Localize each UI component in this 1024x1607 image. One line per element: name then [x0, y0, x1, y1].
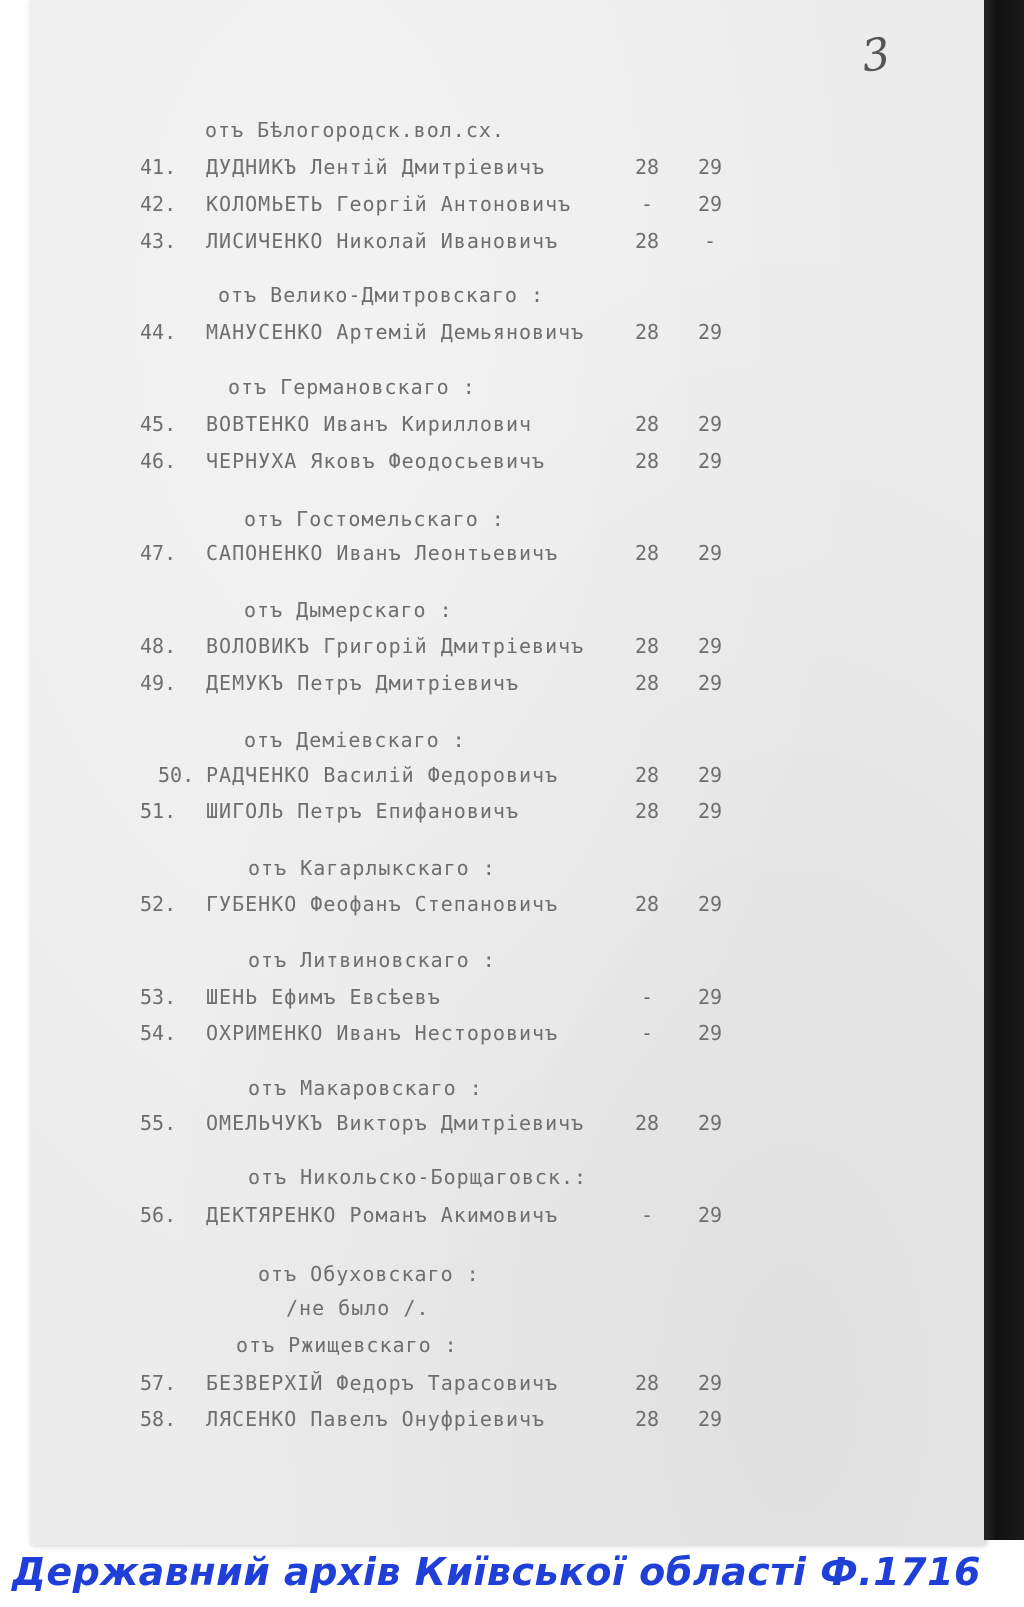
row-number: 55. [140, 1111, 177, 1135]
value-col-2: 29 [697, 634, 723, 658]
section-header: отъ Велико-Дмитровскаго : [218, 283, 545, 307]
person-name: ЧЕРНУХА Яковъ Феодосьевичъ [206, 449, 546, 473]
archive-watermark: Державний архів Київської області Ф.1716 [12, 1550, 981, 1594]
roster-row [0, 1111, 900, 1137]
value-col-1: 28 [634, 1407, 660, 1431]
value-col-2: 29 [697, 541, 723, 565]
roster-row [0, 671, 900, 697]
person-name: ШИГОЛЬ Петръ Епифановичъ [206, 799, 519, 823]
row-number: 43. [140, 229, 177, 253]
value-col-1: - [640, 1203, 654, 1227]
page-number: 3 [858, 28, 894, 83]
value-col-1: 28 [634, 320, 660, 344]
value-col-1: 28 [634, 541, 660, 565]
section-header: отъ Германовскаго : [228, 375, 476, 399]
value-col-1: 28 [634, 1111, 660, 1135]
row-number: 46. [140, 449, 177, 473]
row-number: 47. [140, 541, 177, 565]
row-number: 48. [140, 634, 177, 658]
value-col-2: 29 [697, 892, 723, 916]
value-col-2: 29 [697, 1203, 723, 1227]
value-col-2: 29 [697, 1021, 723, 1045]
section-header: отъ Бѣлогородск.вол.сх. [205, 118, 505, 142]
value-col-1: 28 [634, 671, 660, 695]
row-number: 45. [140, 412, 177, 436]
row-number: 52. [140, 892, 177, 916]
roster-row [0, 541, 900, 567]
value-col-1: 28 [634, 412, 660, 436]
row-number: 41. [140, 155, 177, 179]
value-col-1: 28 [634, 449, 660, 473]
value-col-2: 29 [697, 155, 723, 179]
row-number: 51. [140, 799, 177, 823]
section-header: отъ Кагарлыкскаго : [248, 856, 496, 880]
value-col-1: - [640, 192, 654, 216]
row-number: 53. [140, 985, 177, 1009]
value-col-2: 29 [697, 671, 723, 695]
roster-row [0, 634, 900, 660]
roster-row [0, 763, 900, 789]
value-col-1: 28 [634, 763, 660, 787]
person-name: ДЕКТЯРЕНКО Романъ Акимовичъ [206, 1203, 559, 1227]
roster-row [0, 155, 900, 181]
section-header: отъ Литвиновскаго : [248, 948, 496, 972]
value-col-2: 29 [697, 412, 723, 436]
row-number: 44. [140, 320, 177, 344]
row-number: 56. [140, 1203, 177, 1227]
value-col-2: 29 [697, 192, 723, 216]
roster-row [0, 1371, 900, 1397]
roster-row [0, 1203, 900, 1229]
roster-row [0, 1407, 900, 1433]
value-col-1: 28 [634, 634, 660, 658]
section-header: отъ Обуховскаго : [258, 1262, 480, 1286]
person-name: ЛЯСЕНКО Павелъ Онуфріевичъ [206, 1407, 546, 1431]
person-name: САПОНЕНКО Иванъ Леонтьевичъ [206, 541, 559, 565]
person-name: ОХРИМЕНКО Иванъ Несторовичъ [206, 1021, 559, 1045]
roster-row [0, 985, 900, 1011]
value-col-2: 29 [697, 1111, 723, 1135]
section-header: отъ Макаровскаго : [248, 1076, 483, 1100]
scanner-edge [978, 0, 1024, 1540]
row-number: 49. [140, 671, 177, 695]
roster-row [0, 449, 900, 475]
section-header: отъ Дымерскаго : [244, 598, 453, 622]
person-name: ЛИСИЧЕНКО Николай Ивановичъ [206, 229, 559, 253]
row-number: 58. [140, 1407, 177, 1431]
value-col-1: - [640, 985, 654, 1009]
person-name: ОМЕЛЬЧУКЪ Викторъ Дмитріевичъ [206, 1111, 585, 1135]
value-col-2: - [703, 229, 717, 253]
roster-row [0, 320, 900, 346]
section-header: отъ Ржищевскаго : [236, 1333, 458, 1357]
value-col-1: 28 [634, 799, 660, 823]
roster-row [0, 1021, 900, 1047]
row-number: 42. [140, 192, 177, 216]
value-col-2: 29 [697, 799, 723, 823]
value-col-1: 28 [634, 892, 660, 916]
value-col-2: 29 [697, 985, 723, 1009]
person-name: ШЕНЬ Ефимъ Евсѣевъ [206, 985, 441, 1009]
value-col-2: 29 [697, 763, 723, 787]
value-col-1: 28 [634, 155, 660, 179]
person-name: БЕЗВЕРХІЙ Федоръ Тарасовичъ [206, 1371, 559, 1395]
person-name: ВОВТЕНКО Иванъ Кириллович [206, 412, 533, 436]
section-header: отъ Никольско-Борщаговск.: [248, 1165, 588, 1189]
section-header: отъ Гостомельскаго : [244, 507, 505, 531]
person-name: МАНУСЕНКО Артемій Демьяновичъ [206, 320, 585, 344]
roster-row [0, 892, 900, 918]
roster-row [0, 799, 900, 825]
section-header: отъ Деміевскаго : [244, 728, 466, 752]
person-name: ВОЛОВИКЪ Григорій Дмитріевичъ [206, 634, 585, 658]
person-name: КОЛОМЬЕТЬ Георгій Антоновичъ [206, 192, 572, 216]
row-number: 50. [158, 763, 195, 787]
section-note: /не было /. [286, 1296, 430, 1320]
person-name: ДЕМУКЪ Петръ Дмитріевичъ [206, 671, 519, 695]
value-col-2: 29 [697, 449, 723, 473]
value-col-1: 28 [634, 229, 660, 253]
person-name: ДУДНИКЪ Лентій Дмитріевичъ [206, 155, 546, 179]
roster-row [0, 412, 900, 438]
roster-row [0, 192, 900, 218]
roster-row [0, 229, 900, 255]
value-col-2: 29 [697, 1371, 723, 1395]
person-name: ГУБЕНКО Феофанъ Степановичъ [206, 892, 559, 916]
row-number: 57. [140, 1371, 177, 1395]
value-col-1: 28 [634, 1371, 660, 1395]
row-number: 54. [140, 1021, 177, 1045]
value-col-2: 29 [697, 1407, 723, 1431]
person-name: РАДЧЕНКО Василій Федоровичъ [206, 763, 559, 787]
value-col-2: 29 [697, 320, 723, 344]
value-col-1: - [640, 1021, 654, 1045]
